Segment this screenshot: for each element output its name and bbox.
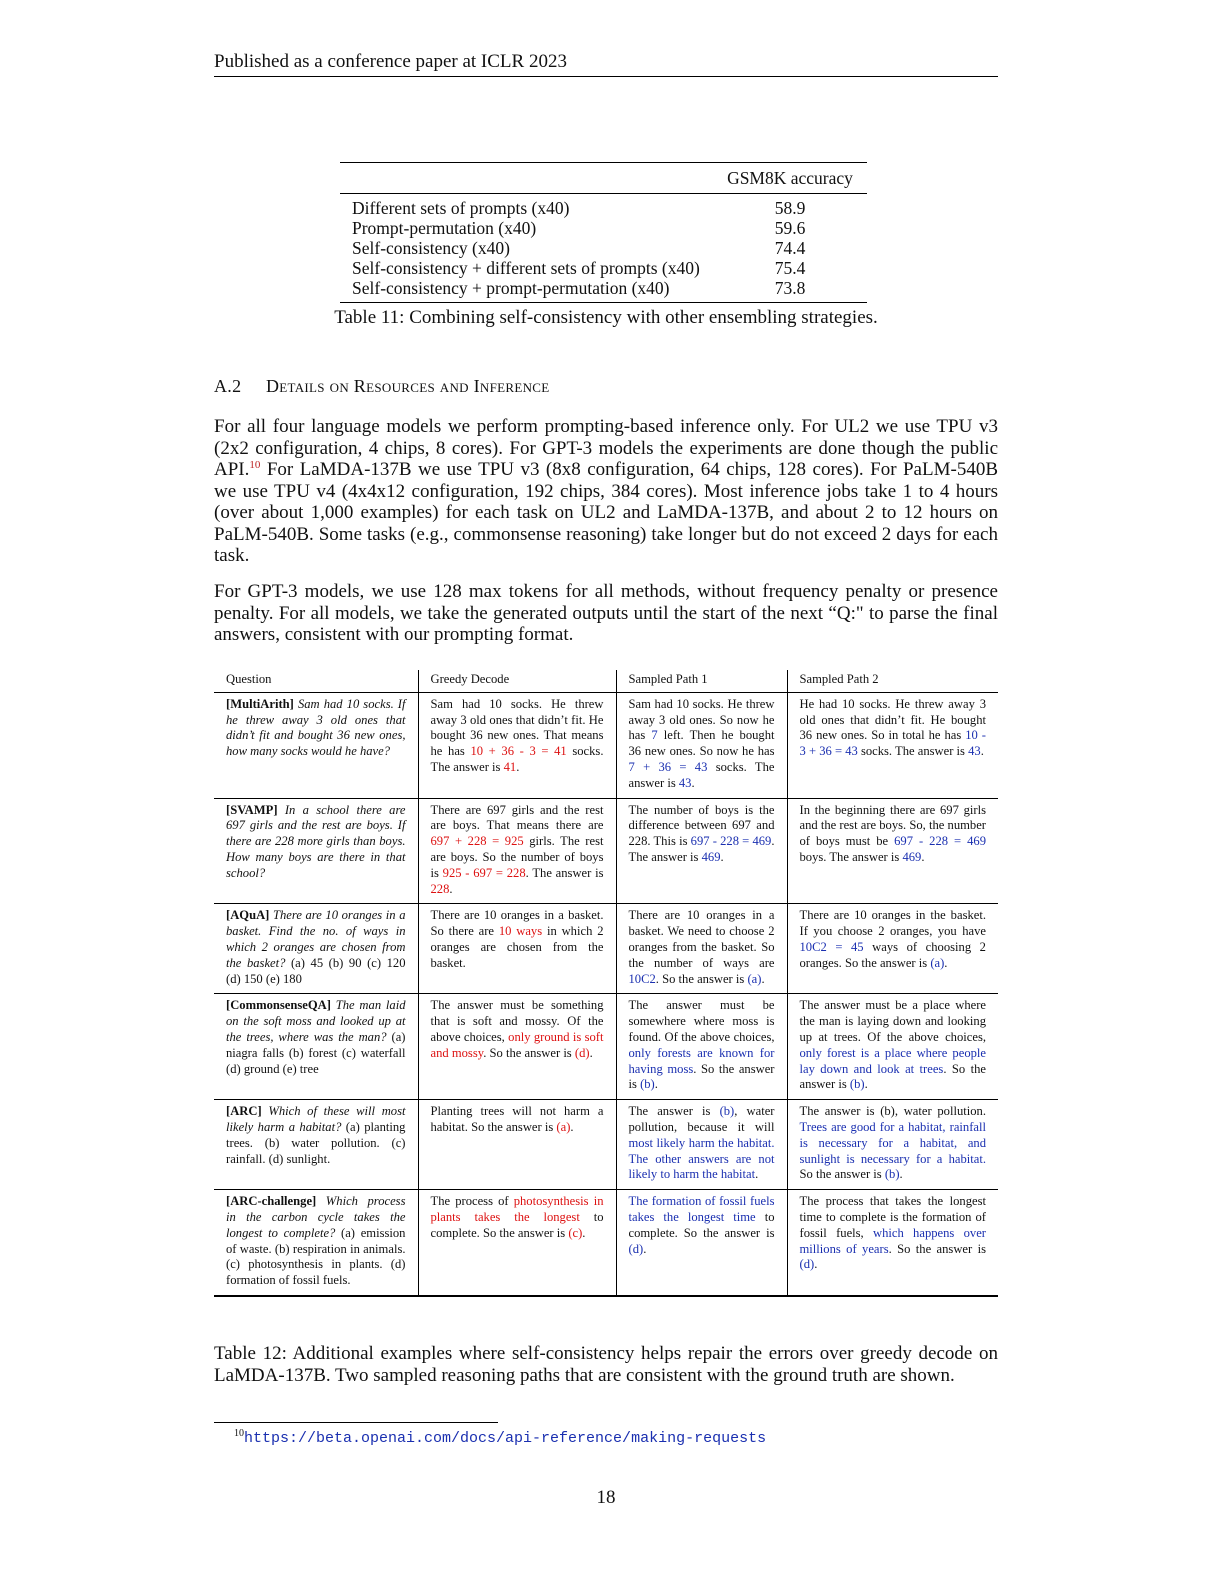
path1-cell: The answer is (b), water pollution, because it will most likely harm the habitat. The other answers are not likely to harm the habitat.	[616, 1100, 787, 1190]
table-11-row-label: Prompt-permutation (x40)	[352, 218, 537, 238]
footnote-link[interactable]: https://beta.openai.com/docs/api-reference/making-requests	[244, 1430, 767, 1447]
table-11-row-label: Self-consistency (x40)	[352, 238, 510, 258]
table-row	[214, 994, 998, 1100]
greedy-cell: There are 10 oranges in a basket. So there are 10 ways in which 2 oranges are chosen from the basket.	[418, 904, 616, 994]
table-row	[340, 238, 867, 258]
path1-cell: There are 10 oranges in a basket. We need to choose 2 oranges from the basket. So the number of ways are 10C2. So the answer is (a).	[616, 904, 787, 994]
footnote	[234, 1428, 766, 1449]
table-11-row-value: 75.4	[774, 258, 806, 278]
table-12-header-path1: Sampled Path 1	[616, 670, 787, 692]
greedy-cell: Planting trees will not harm a habitat. So the answer is (a).	[418, 1100, 616, 1190]
table-12-header-path2: Sampled Path 2	[787, 670, 998, 692]
path1-cell: The formation of fossil fuels takes the longest time to complete. So the answer is (d).	[616, 1190, 787, 1296]
question-cell: [AQuA] There are 10 oranges in a basket. Find the no. of ways in which 2 oranges are chosen from the basket? (a) 45 (b) 90 (c) 120 (d) 150 (e) 180	[214, 904, 418, 994]
paragraph-resources	[214, 416, 998, 567]
question-cell: [ARC-challenge] Which process in the carbon cycle takes the longest to complete? (a) emission of waste. (b) respiration in animals. (c) photosynthesis in plants. (d) formation of fossil fuels.	[214, 1190, 418, 1296]
paragraph-inference: For GPT-3 models, we use 128 max tokens for all methods, without frequency penalty or presence penalty. For all models, we take the generated outputs until the start of the next “Q:" to parse the final answers, consistent with our prompting format.	[214, 581, 998, 645]
path2-cell: He had 10 socks. He threw away 3 old ones that didn’t fit. He bought 36 new ones. So in total he has 10 - 3 + 36 = 43 socks. The answer is 43.	[787, 692, 998, 798]
table-11-header-row	[340, 163, 867, 194]
footnote-divider	[214, 1422, 498, 1423]
path2-cell: In the beginning there are 697 girls and the rest are boys. So, the number of boys must be 697 - 228 = 469 boys. The answer is 469.	[787, 798, 998, 904]
path2-cell: The answer is (b), water pollution. Trees are good for a habitat, rainfall is necessary for a habitat, and sunlight is necessary for a habitat. So the answer is (b).	[787, 1100, 998, 1190]
table-12-caption: Table 12: Additional examples where self-consistency helps repair the errors over greedy decode on LaMDA-137B. Two sampled reasoning paths that are consistent with the ground truth are shown.	[214, 1343, 998, 1386]
path2-cell: The answer must be a place where the man is laying down and looking up at trees. Of the above choices, only forest is a place where people lay down and look at trees. So the answer is (b).	[787, 994, 998, 1100]
table-row	[340, 278, 867, 303]
table-12-header-question: Question	[214, 670, 418, 692]
greedy-cell: There are 697 girls and the rest are boys. That means there are 697 + 228 = 925 girls. The rest are boys. So the number of boys is 925 - 697 = 228. The answer is 228.	[418, 798, 616, 904]
table-11-caption: Table 11: Combining self-consistency with other ensembling strategies.	[334, 307, 878, 328]
question-cell: [SVAMP] In a school there are 697 girls and the rest are boys. If there are 228 more girls than boys. How many boys are there in that school?	[214, 798, 418, 904]
path2-cell: The process that takes the longest time to complete is the formation of fossil fuels, which happens over millions of years. So the answer is (d).	[787, 1190, 998, 1296]
paragraph-text: For all four language models we perform prompting-based inference only. For UL2 we use TPU v3 (2x2 configuration, 4 chips, 8 cores). For GPT-3 models the experiments are done though the public API.	[214, 416, 998, 480]
table-row	[340, 194, 867, 219]
table-11-row-value: 73.8	[774, 278, 806, 298]
question-cell: [ARC] Which of these will most likely harm a habitat? (a) planting trees. (b) water pollution. (c) rainfall. (d) sunlight.	[214, 1100, 418, 1190]
table-11-row-label: Different sets of prompts (x40)	[352, 198, 570, 218]
table-11-row-value: 74.4	[774, 238, 806, 258]
section-heading	[214, 374, 998, 398]
table-11	[340, 162, 867, 303]
table-row	[340, 258, 867, 278]
table-11-row-value: 58.9	[774, 198, 806, 218]
page-number: 18	[596, 1487, 616, 1508]
path2-cell: There are 10 oranges in the basket. If you choose 2 oranges, you have 10C2 = 45 ways of choosing 2 oranges. So the answer is (a).	[787, 904, 998, 994]
table-row	[214, 798, 998, 904]
table-row	[214, 904, 998, 994]
greedy-cell: The answer must be something that is soft and mossy. Of the above choices, only ground is soft and mossy. So the answer is (d).	[418, 994, 616, 1100]
table-12-header-greedy: Greedy Decode	[418, 670, 616, 692]
table-11-header-accuracy: GSM8K accuracy	[727, 168, 853, 188]
question-cell: [MultiArith] Sam had 10 socks. If he threw away 3 old ones that didn’t fit and bought 36 new ones, how many socks would he have?	[214, 692, 418, 798]
table-11-row-label: Self-consistency + prompt-permutation (x40)	[352, 278, 670, 298]
footnote-mark: 10	[234, 1428, 244, 1439]
table-11-row-label: Self-consistency + different sets of prompts (x40)	[352, 258, 700, 278]
table-12	[214, 670, 998, 1297]
path1-cell: The answer must be somewhere where moss is found. Of the above choices, only forests are known for having moss. So the answer is (b).	[616, 994, 787, 1100]
table-row	[214, 1100, 998, 1190]
running-header: Published as a conference paper at ICLR 2023	[214, 50, 998, 77]
paragraph-text: For LaMDA-137B we use TPU v3 (8x8 configuration, 64 chips, 128 cores). For PaLM-540B we use TPU v4 (4x4x12 configuration, 192 chips, 384 cores). Most inference jobs take 1 to 4 hours (over about 1,000 examples) for each task on UL2 and LaMDA-137B, and about 2 to 12 hours on PaLM-540B. Some tasks (e.g., commonsense reasoning) take longer but do not exceed 2 days for each task.	[214, 459, 998, 566]
section-title: Details on Resources and Inference	[266, 376, 550, 396]
table-12-header-row	[214, 670, 998, 692]
table-11-row-value: 59.6	[774, 218, 806, 238]
table-row	[214, 1190, 998, 1296]
greedy-cell: Sam had 10 socks. He threw away 3 old ones that didn’t fit. He bought 36 new ones. That means he has 10 + 36 - 3 = 41 socks. The answer is 41.	[418, 692, 616, 798]
question-cell: [CommonsenseQA] The man laid on the soft moss and looked up at the trees, where was the man? (a) niagra falls (b) forest (c) waterfall (d) ground (e) tree	[214, 994, 418, 1100]
path1-cell: The number of boys is the difference between 697 and 228. This is 697 - 228 = 469. The answer is 469.	[616, 798, 787, 904]
section-number: A.2	[214, 376, 242, 396]
footnote-reference[interactable]: 10	[249, 459, 261, 471]
table-row	[214, 692, 998, 798]
greedy-cell: The process of photosynthesis in plants takes the longest to complete. So the answer is (c).	[418, 1190, 616, 1296]
path1-cell: Sam had 10 socks. He threw away 3 old ones. So now he has 7 left. Then he bought 36 new ones. So now he has 7 + 36 = 43 socks. The answer is 43.	[616, 692, 787, 798]
table-11-header-label	[340, 163, 713, 194]
table-row	[340, 218, 867, 238]
